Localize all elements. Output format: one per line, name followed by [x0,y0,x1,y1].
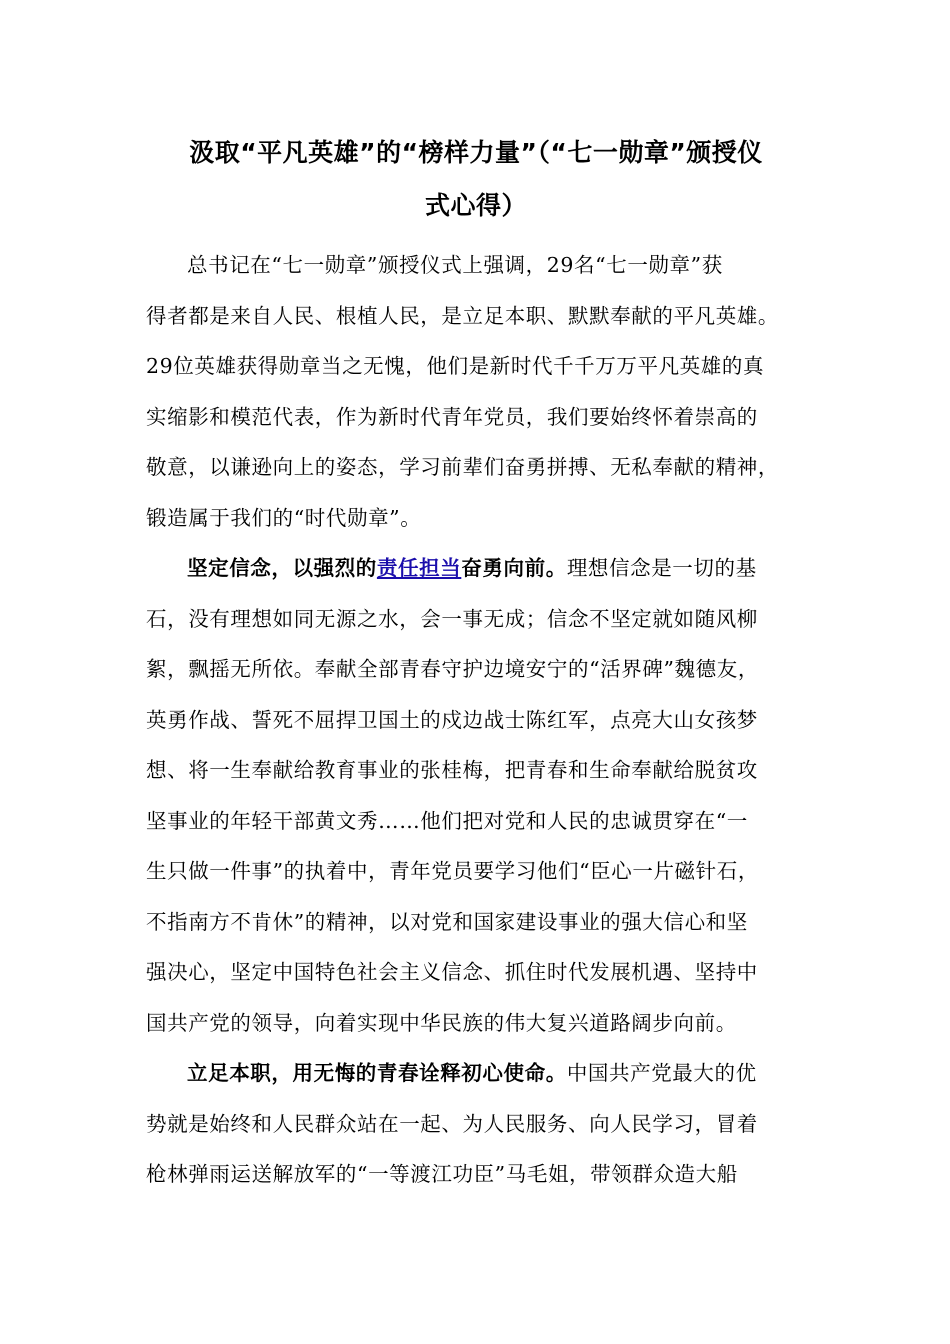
text-line: 絮，飘摇无所依。奉献全部青春守护边境安宁的“活界碑”魏德友， [146,657,759,681]
document-title [146,126,806,232]
text-line: 锻造属于我们的“时代勋章”。 [146,505,422,530]
text-line: 敬意，以谦逊向上的姿态，学习前辈们奋勇拼搏、无私奉献的精神， [146,455,779,479]
text-line: 强决心，坚定中国特色社会主义信念、抓住时代发展机遇、坚持中 [146,960,758,984]
text-line: 想、将一生奉献给教育事业的张桂梅，把青春和生命奉献给脱贫攻 [146,758,758,782]
paragraph-3 [146,1048,806,1200]
text-line: 29位英雄获得勋章当之无愧，他们是新时代千千万万平凡英雄的真 [146,354,765,378]
paragraph-3-first-rest: 中国共产党最大的优 [566,1061,757,1085]
paragraph-2 [146,543,806,1048]
title-line-1: 汲取“平凡英雄”的“榜样力量”（“七一勋章”颁授仪 [189,138,763,167]
text-line: 实缩影和模范代表，作为新时代青年党员，我们要始终怀着崇高的 [146,404,758,429]
text-line: 生只做一件事”的执着中，青年党员要学习他们“臣心一片磁针石， [146,859,759,883]
paragraph-2-lead-after: 奋勇向前。 [461,556,567,580]
text-line: 坚事业的年轻干部黄文秀……他们把对党和人民的忠诚贯穿在“一 [146,808,748,833]
text-line: 得者都是来自人民、根植人民，是立足本职、默默奉献的平凡英雄。 [146,303,779,328]
paragraph-1 [146,240,806,543]
text-line [146,1048,806,1099]
responsibility-link[interactable]: 责任担当 [376,556,462,580]
title-line-2: 式心得） [424,191,527,220]
text-line: 国共产党的领导，向着实现中华民族的伟大复兴道路阔步向前。 [146,1010,737,1035]
paragraph-2-lead-before: 坚定信念，以强烈的 [187,556,377,580]
text-line: 总书记在“七一勋章”颁授仪式上强调，29名“七一勋章”获 [187,253,723,277]
text-line: 石，没有理想如同无源之水，会一事无成；信念不坚定就如随风柳 [146,606,758,631]
text-line: 英勇作战、誓死不屈捍卫国土的戍边战士陈红军，点亮大山女孩梦 [146,707,758,732]
paragraph-2-first-rest: 理想信念是一切的基 [566,556,757,580]
paragraph-3-lead: 立足本职，用无悔的青春诠释初心使命。 [187,1061,567,1085]
text-line: 枪林弹雨运送解放军的“一等渡江功臣”马毛姐，带领群众造大船 [146,1162,738,1186]
text-line: 势就是始终和人民群众站在一起、为人民服务、向人民学习，冒着 [146,1111,758,1136]
document-page [146,126,806,1200]
text-line: 不指南方不肯休”的精神，以对党和国家建设事业的强大信心和坚 [146,909,748,934]
text-line [146,543,806,594]
